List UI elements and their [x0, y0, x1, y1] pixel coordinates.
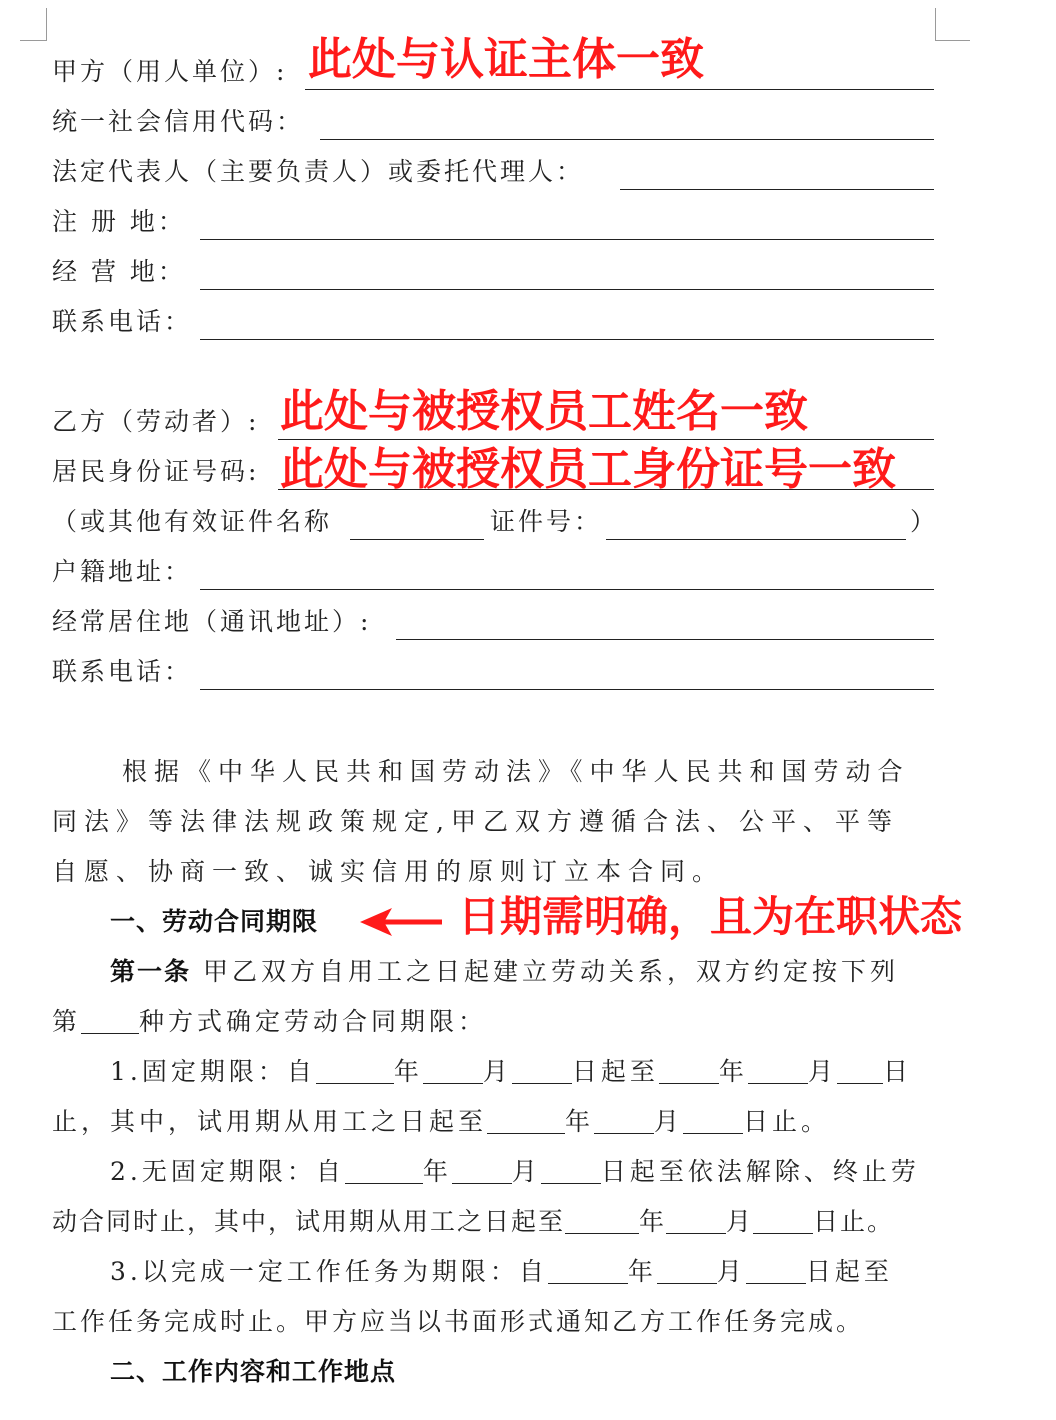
article-1-continued: 第 种方式确定劳动合同期限： [52, 1007, 488, 1036]
opt1-start-month-blank[interactable] [423, 1057, 483, 1084]
preamble-line-2: 同法》等法律法规政策规定,甲乙双方遵循合法、公平、平等 [52, 807, 899, 836]
option-2-line-2: 动合同时止，其中，试用期从用工之日起至 年 月 日止。 [52, 1207, 895, 1236]
reg-address-label: 注 册 地： [52, 207, 186, 236]
opt1-probation-month-blank[interactable] [594, 1107, 654, 1134]
page-corner-mark-top-right [935, 8, 970, 41]
other-id-name-field[interactable] [350, 539, 484, 540]
opt2-probation-year-blank[interactable] [565, 1207, 639, 1234]
party-a-name-field[interactable] [305, 89, 934, 90]
article-1-text: 甲乙双方自用工之日起建立劳动关系，双方约定按下列 [202, 957, 899, 986]
residence-address-label: 经常居住地（通讯地址）: [52, 607, 372, 636]
term-annotation: 日期需明确，且为在职状态 [458, 892, 963, 941]
option-1-line-1: 1.固定期限：自 年 月 日起至 年 月 日 [110, 1057, 912, 1086]
party-b-name-field[interactable] [278, 439, 934, 440]
option-3-line-1: 3.以完成一定工作任务为期限：自 年 月 日起至 [110, 1257, 893, 1286]
representative-field[interactable] [620, 189, 934, 190]
party-a-phone-field[interactable] [200, 339, 934, 340]
reg-address-field[interactable] [200, 239, 934, 240]
party-b-name-annotation: 此处与被授权员工姓名一致 [280, 386, 808, 437]
section-1-heading: 一、劳动合同期限 [110, 907, 319, 936]
party-b-id-label: 居民身份证号码: [52, 457, 260, 486]
opt1-probation-year-blank[interactable] [487, 1107, 565, 1134]
party-b-id-annotation: 此处与被授权员工身份证号一致 [280, 444, 896, 495]
opt1-probation-day-blank[interactable] [683, 1107, 743, 1134]
opt2-start-year-blank[interactable] [345, 1157, 423, 1184]
opt1-end-day-blank[interactable] [837, 1057, 883, 1084]
opt1-end-year-blank[interactable] [659, 1057, 719, 1084]
household-address-field[interactable] [200, 589, 934, 590]
page-corner-mark-top-left [20, 8, 47, 41]
credit-code-field[interactable] [320, 139, 934, 140]
household-address-label: 户籍地址： [52, 557, 193, 586]
credit-code-label: 统一社会信用代码： [52, 107, 305, 136]
preamble-line-1: 根据《中华人民共和国劳动法》《中华人民共和国劳动合 [122, 757, 910, 786]
opt2-probation-day-blank[interactable] [753, 1207, 813, 1234]
red-arrow-icon [360, 904, 442, 940]
opt3-start-day-blank[interactable] [746, 1257, 806, 1284]
article-1-label: 第一条 [110, 957, 192, 986]
party-b-phone-label: 联系电话： [52, 657, 193, 686]
opt1-start-day-blank[interactable] [512, 1057, 572, 1084]
method-number-blank[interactable] [81, 1007, 139, 1034]
business-address-field[interactable] [200, 289, 934, 290]
opt2-probation-month-blank[interactable] [666, 1207, 726, 1234]
opt3-start-month-blank[interactable] [657, 1257, 717, 1284]
preamble-line-3: 自愿、协商一致、诚实信用的原则订立本合同。 [52, 857, 725, 886]
option-3-line-2: 工作任务完成时止。甲方应当以书面形式通知乙方工作任务完成。 [52, 1307, 865, 1336]
party-b-phone-field[interactable] [200, 689, 934, 690]
business-address-label: 经 营 地： [52, 257, 186, 286]
party-a-phone-label: 联系电话： [52, 307, 193, 336]
representative-label: 法定代表人（主要负责人）或委托代理人： [52, 157, 585, 186]
opt3-start-year-blank[interactable] [548, 1257, 628, 1284]
opt2-start-month-blank[interactable] [452, 1157, 512, 1184]
party-a-annotation: 此处与认证主体一致 [308, 34, 704, 85]
party-a-name-label: 甲方（用人单位）: [52, 57, 288, 86]
opt2-start-day-blank[interactable] [541, 1157, 601, 1184]
option-1-line-2: 止，其中，试用期从用工之日起至 年 月 日止。 [52, 1107, 831, 1136]
section-2-heading: 二、工作内容和工作地点 [110, 1357, 397, 1386]
other-id-number-field[interactable] [606, 539, 906, 540]
other-id-close-paren: ） [910, 507, 939, 536]
article-1-line [110, 956, 899, 988]
residence-address-field[interactable] [396, 639, 934, 640]
party-b-name-label: 乙方（劳动者）: [52, 407, 260, 436]
other-id-number-label: 证件号： [490, 507, 603, 536]
opt1-end-month-blank[interactable] [748, 1057, 808, 1084]
other-id-name-label: （或其他有效证件名称 [52, 507, 333, 536]
option-2-line-1: 2.无固定期限：自 年 月 日起至依法解除、终止劳 [110, 1157, 920, 1186]
opt1-start-year-blank[interactable] [316, 1057, 394, 1084]
